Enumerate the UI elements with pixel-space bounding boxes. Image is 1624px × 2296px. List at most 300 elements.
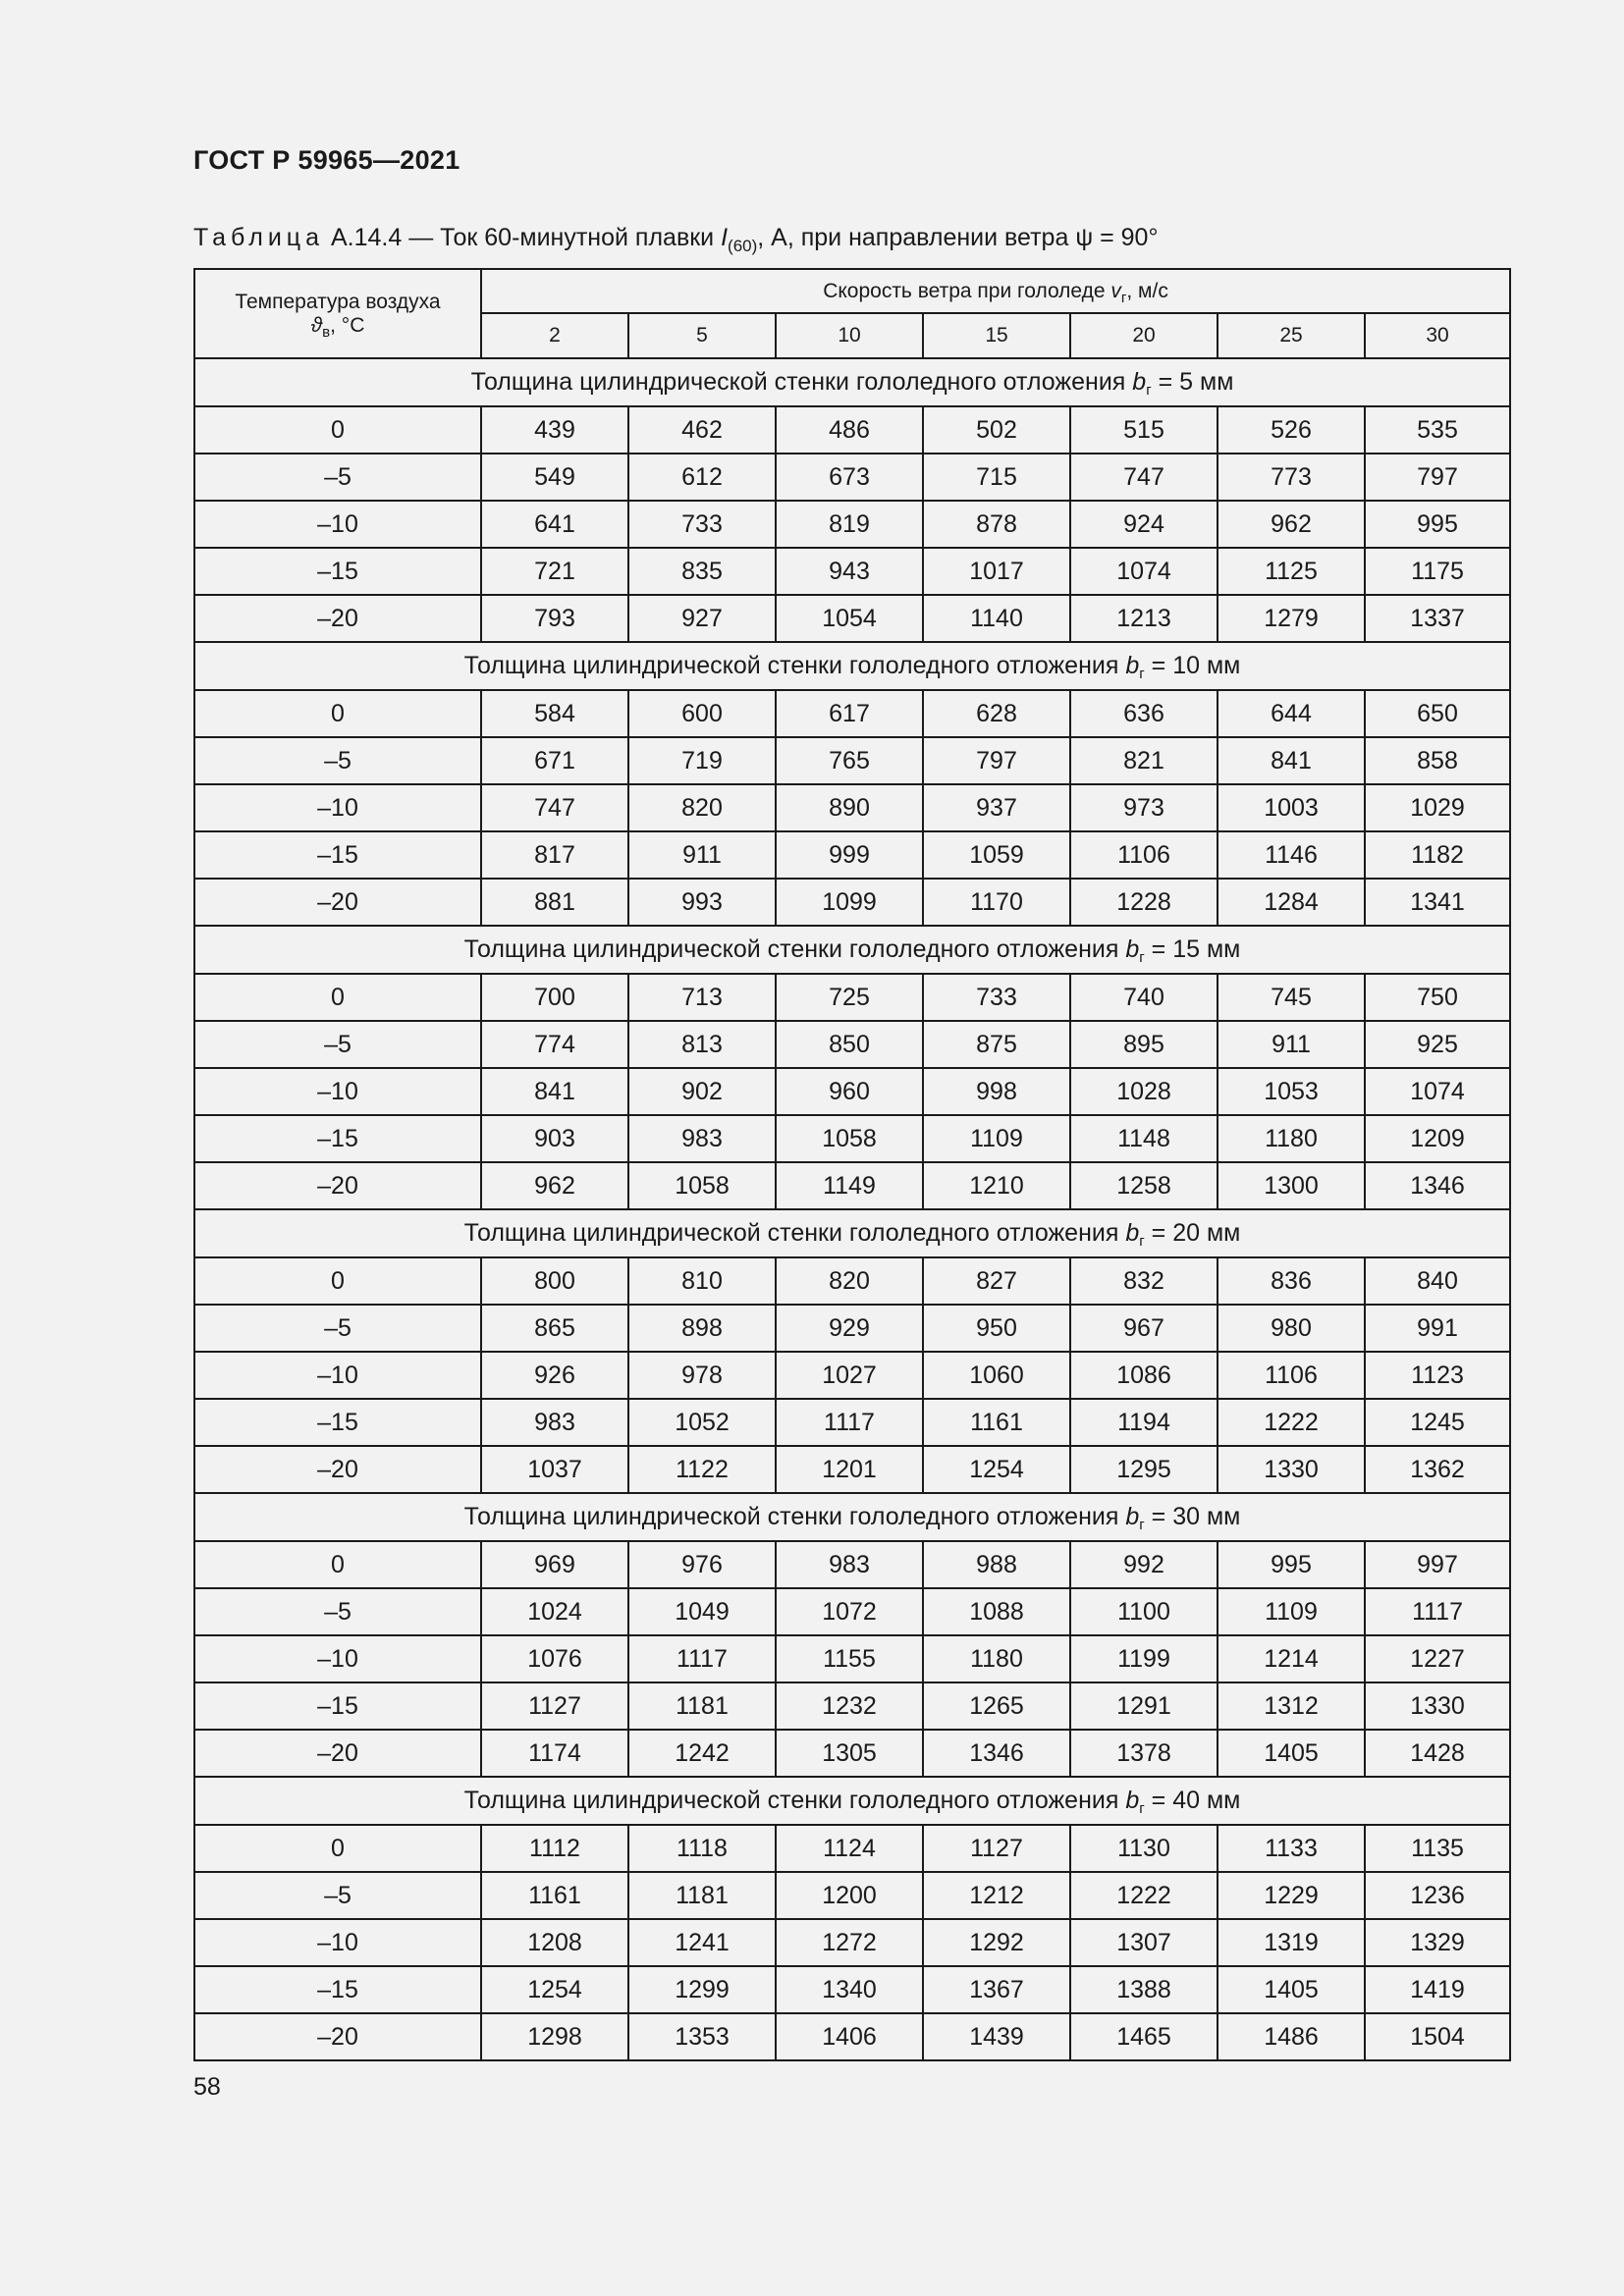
wind-speed-unit: , м/с bbox=[1126, 279, 1168, 302]
caption-current-symbol: I bbox=[721, 224, 729, 251]
current-value-cell: 721 bbox=[481, 548, 628, 595]
current-value-cell: 836 bbox=[1218, 1257, 1365, 1305]
current-value-cell: 991 bbox=[1365, 1305, 1510, 1352]
current-value-cell: 865 bbox=[481, 1305, 628, 1352]
section-thickness: = 40 мм bbox=[1144, 1787, 1241, 1814]
current-value-cell: 1265 bbox=[923, 1682, 1070, 1730]
current-value-cell: 725 bbox=[776, 974, 923, 1021]
section-subscript: г bbox=[1139, 949, 1145, 966]
current-value-cell: 1155 bbox=[776, 1635, 923, 1682]
current-value-cell: 1123 bbox=[1365, 1352, 1510, 1399]
temperature-cell: –10 bbox=[194, 1068, 481, 1115]
current-value-cell: 1292 bbox=[923, 1919, 1070, 1966]
current-value-cell: 890 bbox=[776, 784, 923, 831]
current-value-cell: 1117 bbox=[776, 1399, 923, 1446]
current-value-cell: 1258 bbox=[1070, 1162, 1218, 1209]
current-value-cell: 1054 bbox=[776, 595, 923, 642]
wind-speed-column-header: 2 bbox=[481, 313, 628, 358]
current-value-cell: 1170 bbox=[923, 879, 1070, 926]
section-header-row bbox=[194, 926, 1510, 974]
current-value-cell: 926 bbox=[481, 1352, 628, 1399]
table-row bbox=[194, 1399, 1510, 1446]
current-value-cell: 1072 bbox=[776, 1588, 923, 1635]
document-code: ГОСТ Р 59965—2021 bbox=[193, 145, 460, 175]
current-value-cell: 641 bbox=[481, 501, 628, 548]
section-symbol: b bbox=[1125, 1787, 1140, 1814]
current-value-cell: 988 bbox=[923, 1541, 1070, 1588]
current-value-cell: 992 bbox=[1070, 1541, 1218, 1588]
current-value-cell: 983 bbox=[481, 1399, 628, 1446]
current-value-cell: 719 bbox=[628, 737, 776, 784]
section-header bbox=[194, 926, 1510, 974]
current-value-cell: 1346 bbox=[1365, 1162, 1510, 1209]
current-value-cell: 1029 bbox=[1365, 784, 1510, 831]
table-row bbox=[194, 2013, 1510, 2060]
caption-angle: = 90° bbox=[1093, 224, 1159, 251]
current-value-cell: 1504 bbox=[1365, 2013, 1510, 2060]
current-value-cell: 983 bbox=[628, 1115, 776, 1162]
current-value-cell: 835 bbox=[628, 548, 776, 595]
section-prefix: Толщина цилиндрической стенки гололедного отложения bbox=[463, 935, 1126, 963]
current-value-cell: 1130 bbox=[1070, 1825, 1218, 1872]
current-value-cell: 1330 bbox=[1365, 1682, 1510, 1730]
current-value-cell: 1003 bbox=[1218, 784, 1365, 831]
temperature-cell: –10 bbox=[194, 1635, 481, 1682]
section-symbol: b bbox=[1125, 652, 1140, 679]
current-value-cell: 1088 bbox=[923, 1588, 1070, 1635]
wind-speed-symbol: v bbox=[1110, 279, 1121, 302]
temperature-cell: –5 bbox=[194, 1021, 481, 1068]
current-value-cell: 1124 bbox=[776, 1825, 923, 1872]
current-value-cell: 1337 bbox=[1365, 595, 1510, 642]
current-value-cell: 819 bbox=[776, 501, 923, 548]
current-value-cell: 773 bbox=[1218, 454, 1365, 501]
current-value-cell: 549 bbox=[481, 454, 628, 501]
table-row bbox=[194, 1919, 1510, 1966]
current-value-cell: 1148 bbox=[1070, 1115, 1218, 1162]
section-header-row bbox=[194, 1777, 1510, 1825]
temperature-cell: 0 bbox=[194, 690, 481, 737]
current-value-cell: 903 bbox=[481, 1115, 628, 1162]
current-value-cell: 1329 bbox=[1365, 1919, 1510, 1966]
section-header-row bbox=[194, 358, 1510, 406]
current-value-cell: 1118 bbox=[628, 1825, 776, 1872]
current-value-cell: 1272 bbox=[776, 1919, 923, 1966]
current-value-cell: 1109 bbox=[923, 1115, 1070, 1162]
current-value-cell: 1200 bbox=[776, 1872, 923, 1919]
current-value-cell: 1346 bbox=[923, 1730, 1070, 1777]
caption-current-subscript: (60) bbox=[728, 237, 758, 255]
current-value-cell: 617 bbox=[776, 690, 923, 737]
current-value-cell: 515 bbox=[1070, 406, 1218, 454]
current-value-cell: 1099 bbox=[776, 879, 923, 926]
table-row bbox=[194, 879, 1510, 926]
current-value-cell: 1242 bbox=[628, 1730, 776, 1777]
current-value-cell: 1049 bbox=[628, 1588, 776, 1635]
current-value-cell: 1222 bbox=[1070, 1872, 1218, 1919]
table-row bbox=[194, 690, 1510, 737]
current-value-cell: 713 bbox=[628, 974, 776, 1021]
section-header bbox=[194, 1209, 1510, 1257]
current-value-cell: 840 bbox=[1365, 1257, 1510, 1305]
current-value-cell: 600 bbox=[628, 690, 776, 737]
temperature-symbol: ϑ bbox=[310, 313, 323, 337]
temperature-subscript: в bbox=[322, 323, 331, 341]
current-value-cell: 832 bbox=[1070, 1257, 1218, 1305]
current-value-cell: 1245 bbox=[1365, 1399, 1510, 1446]
current-value-cell: 1214 bbox=[1218, 1635, 1365, 1682]
current-value-cell: 1175 bbox=[1365, 548, 1510, 595]
current-value-cell: 827 bbox=[923, 1257, 1070, 1305]
current-value-cell: 636 bbox=[1070, 690, 1218, 737]
wind-speed-header-text: Скорость ветра при гололеде bbox=[823, 279, 1111, 302]
current-value-cell: 1058 bbox=[628, 1162, 776, 1209]
current-value-cell: 1212 bbox=[923, 1872, 1070, 1919]
current-value-cell: 850 bbox=[776, 1021, 923, 1068]
table-row bbox=[194, 1682, 1510, 1730]
current-value-cell: 973 bbox=[1070, 784, 1218, 831]
current-value-cell: 584 bbox=[481, 690, 628, 737]
current-value-cell: 902 bbox=[628, 1068, 776, 1115]
table-row bbox=[194, 1730, 1510, 1777]
current-value-cell: 821 bbox=[1070, 737, 1218, 784]
table-row bbox=[194, 1446, 1510, 1493]
temperature-cell: –15 bbox=[194, 1682, 481, 1730]
current-value-cell: 937 bbox=[923, 784, 1070, 831]
current-value-cell: 733 bbox=[628, 501, 776, 548]
temperature-cell: –10 bbox=[194, 501, 481, 548]
current-value-cell: 943 bbox=[776, 548, 923, 595]
table-caption bbox=[193, 224, 1158, 256]
temperature-cell: –20 bbox=[194, 595, 481, 642]
current-value-cell: 793 bbox=[481, 595, 628, 642]
current-value-cell: 980 bbox=[1218, 1305, 1365, 1352]
table-row bbox=[194, 454, 1510, 501]
current-value-cell: 1300 bbox=[1218, 1162, 1365, 1209]
section-prefix: Толщина цилиндрической стенки гололедного отложения bbox=[463, 652, 1126, 679]
current-value-cell: 978 bbox=[628, 1352, 776, 1399]
current-value-cell: 673 bbox=[776, 454, 923, 501]
current-value-cell: 969 bbox=[481, 1541, 628, 1588]
table-row bbox=[194, 1541, 1510, 1588]
section-header-row bbox=[194, 642, 1510, 690]
section-subscript: г bbox=[1139, 1517, 1145, 1533]
table-row bbox=[194, 1068, 1510, 1115]
wind-speed-column-header: 10 bbox=[776, 313, 923, 358]
current-value-cell: 1209 bbox=[1365, 1115, 1510, 1162]
current-value-cell: 995 bbox=[1365, 501, 1510, 548]
table-row bbox=[194, 1162, 1510, 1209]
section-subscript: г bbox=[1139, 1233, 1145, 1250]
current-value-cell: 1086 bbox=[1070, 1352, 1218, 1399]
current-value-cell: 924 bbox=[1070, 501, 1218, 548]
current-value-cell: 878 bbox=[923, 501, 1070, 548]
section-subscript: г bbox=[1146, 382, 1152, 399]
current-value-cell: 1388 bbox=[1070, 1966, 1218, 2013]
table-row bbox=[194, 784, 1510, 831]
wind-speed-column-header: 5 bbox=[628, 313, 776, 358]
current-value-cell: 1074 bbox=[1070, 548, 1218, 595]
current-value-cell: 1106 bbox=[1070, 831, 1218, 879]
table-row bbox=[194, 501, 1510, 548]
table-row bbox=[194, 737, 1510, 784]
current-value-cell: 1307 bbox=[1070, 1919, 1218, 1966]
current-value-cell: 1241 bbox=[628, 1919, 776, 1966]
temperature-cell: –10 bbox=[194, 784, 481, 831]
current-value-cell: 1486 bbox=[1218, 2013, 1365, 2060]
current-value-cell: 1213 bbox=[1070, 595, 1218, 642]
current-value-cell: 1181 bbox=[628, 1682, 776, 1730]
current-value-cell: 911 bbox=[1218, 1021, 1365, 1068]
table-row bbox=[194, 1635, 1510, 1682]
temperature-cell: 0 bbox=[194, 1825, 481, 1872]
section-symbol: b bbox=[1132, 368, 1147, 396]
current-value-cell: 1024 bbox=[481, 1588, 628, 1635]
section-thickness: = 20 мм bbox=[1144, 1219, 1241, 1247]
current-value-cell: 1076 bbox=[481, 1635, 628, 1682]
current-value-cell: 998 bbox=[923, 1068, 1070, 1115]
table-row bbox=[194, 1257, 1510, 1305]
current-value-cell: 810 bbox=[628, 1257, 776, 1305]
temperature-cell: 0 bbox=[194, 1541, 481, 1588]
current-value-cell: 439 bbox=[481, 406, 628, 454]
current-value-cell: 1291 bbox=[1070, 1682, 1218, 1730]
current-value-cell: 1149 bbox=[776, 1162, 923, 1209]
temperature-cell: –5 bbox=[194, 1872, 481, 1919]
current-value-cell: 1106 bbox=[1218, 1352, 1365, 1399]
section-thickness: = 15 мм bbox=[1144, 935, 1241, 963]
current-value-cell: 1298 bbox=[481, 2013, 628, 2060]
current-value-cell: 1135 bbox=[1365, 1825, 1510, 1872]
temperature-cell: –20 bbox=[194, 1446, 481, 1493]
current-value-cell: 1161 bbox=[923, 1399, 1070, 1446]
table-row bbox=[194, 974, 1510, 1021]
section-symbol: b bbox=[1125, 1219, 1140, 1247]
section-header bbox=[194, 1493, 1510, 1541]
temperature-cell: –10 bbox=[194, 1352, 481, 1399]
current-value-cell: 1060 bbox=[923, 1352, 1070, 1399]
table-row bbox=[194, 831, 1510, 879]
current-value-cell: 800 bbox=[481, 1257, 628, 1305]
current-value-cell: 1254 bbox=[923, 1446, 1070, 1493]
section-prefix: Толщина цилиндрической стенки гололедного отложения bbox=[470, 368, 1133, 396]
current-value-cell: 817 bbox=[481, 831, 628, 879]
current-value-cell: 1353 bbox=[628, 2013, 776, 2060]
current-value-cell: 535 bbox=[1365, 406, 1510, 454]
table-row bbox=[194, 1966, 1510, 2013]
current-value-cell: 774 bbox=[481, 1021, 628, 1068]
section-subscript: г bbox=[1139, 666, 1145, 682]
current-value-cell: 1419 bbox=[1365, 1966, 1510, 2013]
section-subscript: г bbox=[1139, 1800, 1145, 1817]
current-value-cell: 1428 bbox=[1365, 1730, 1510, 1777]
current-value-cell: 1405 bbox=[1218, 1966, 1365, 2013]
temperature-cell: –15 bbox=[194, 548, 481, 595]
temperature-cell: 0 bbox=[194, 406, 481, 454]
current-value-cell: 1295 bbox=[1070, 1446, 1218, 1493]
caption-number: А.14.4 bbox=[330, 224, 403, 251]
current-value-cell: 1028 bbox=[1070, 1068, 1218, 1115]
current-value-cell: 1362 bbox=[1365, 1446, 1510, 1493]
current-value-cell: 1109 bbox=[1218, 1588, 1365, 1635]
section-prefix: Толщина цилиндрической стенки гололедного отложения bbox=[463, 1503, 1126, 1530]
current-value-cell: 765 bbox=[776, 737, 923, 784]
current-value-cell: 898 bbox=[628, 1305, 776, 1352]
wind-speed-header bbox=[481, 269, 1510, 313]
current-value-cell: 1133 bbox=[1218, 1825, 1365, 1872]
current-value-cell: 1227 bbox=[1365, 1635, 1510, 1682]
current-value-cell: 1406 bbox=[776, 2013, 923, 2060]
temperature-cell: 0 bbox=[194, 1257, 481, 1305]
current-value-cell: 1222 bbox=[1218, 1399, 1365, 1446]
current-value-cell: 612 bbox=[628, 454, 776, 501]
table-row bbox=[194, 1352, 1510, 1399]
current-value-cell: 962 bbox=[1218, 501, 1365, 548]
current-value-cell: 1180 bbox=[923, 1635, 1070, 1682]
temperature-cell: –5 bbox=[194, 737, 481, 784]
current-value-cell: 1319 bbox=[1218, 1919, 1365, 1966]
current-value-cell: 1117 bbox=[628, 1635, 776, 1682]
current-value-cell: 927 bbox=[628, 595, 776, 642]
current-value-cell: 1367 bbox=[923, 1966, 1070, 2013]
current-value-cell: 1229 bbox=[1218, 1872, 1365, 1919]
wind-speed-column-header: 15 bbox=[923, 313, 1070, 358]
current-value-cell: 644 bbox=[1218, 690, 1365, 737]
current-value-cell: 1210 bbox=[923, 1162, 1070, 1209]
table-row bbox=[194, 595, 1510, 642]
temperature-cell: –5 bbox=[194, 454, 481, 501]
current-value-cell: 797 bbox=[1365, 454, 1510, 501]
temperature-cell: –20 bbox=[194, 2013, 481, 2060]
current-value-cell: 502 bbox=[923, 406, 1070, 454]
current-value-cell: 929 bbox=[776, 1305, 923, 1352]
temperature-cell: –15 bbox=[194, 1966, 481, 2013]
wind-speed-column-header: 20 bbox=[1070, 313, 1218, 358]
temperature-cell: –5 bbox=[194, 1588, 481, 1635]
current-value-cell: 797 bbox=[923, 737, 1070, 784]
current-value-cell: 1279 bbox=[1218, 595, 1365, 642]
current-value-cell: 628 bbox=[923, 690, 1070, 737]
current-value-cell: 1284 bbox=[1218, 879, 1365, 926]
current-value-cell: 1140 bbox=[923, 595, 1070, 642]
current-value-cell: 983 bbox=[776, 1541, 923, 1588]
current-value-cell: 747 bbox=[481, 784, 628, 831]
table-row bbox=[194, 1115, 1510, 1162]
current-value-cell: 1305 bbox=[776, 1730, 923, 1777]
current-value-cell: 1053 bbox=[1218, 1068, 1365, 1115]
temperature-cell: –15 bbox=[194, 1115, 481, 1162]
table-row bbox=[194, 1588, 1510, 1635]
current-value-cell: 1037 bbox=[481, 1446, 628, 1493]
section-symbol: b bbox=[1125, 1503, 1140, 1530]
current-value-cell: 1299 bbox=[628, 1966, 776, 2013]
current-value-cell: 1232 bbox=[776, 1682, 923, 1730]
wind-speed-column-header: 30 bbox=[1365, 313, 1510, 358]
current-value-cell: 1017 bbox=[923, 548, 1070, 595]
current-value-cell: 1127 bbox=[481, 1682, 628, 1730]
current-value-cell: 997 bbox=[1365, 1541, 1510, 1588]
current-value-cell: 1208 bbox=[481, 1919, 628, 1966]
current-value-cell: 700 bbox=[481, 974, 628, 1021]
wind-speed-subscript: г bbox=[1120, 289, 1127, 306]
current-value-cell: 813 bbox=[628, 1021, 776, 1068]
current-value-cell: 820 bbox=[628, 784, 776, 831]
temperature-unit: , °С bbox=[330, 313, 365, 337]
caption-psi-symbol: ψ bbox=[1075, 224, 1094, 251]
temperature-cell: –10 bbox=[194, 1919, 481, 1966]
temperature-header bbox=[194, 269, 481, 358]
temperature-cell: –20 bbox=[194, 879, 481, 926]
current-value-cell: 1027 bbox=[776, 1352, 923, 1399]
current-value-cell: 995 bbox=[1218, 1541, 1365, 1588]
temperature-header-text: Температура воздуха bbox=[235, 290, 441, 313]
current-value-cell: 1228 bbox=[1070, 879, 1218, 926]
current-value-cell: 993 bbox=[628, 879, 776, 926]
current-value-cell: 1439 bbox=[923, 2013, 1070, 2060]
current-value-cell: 1194 bbox=[1070, 1399, 1218, 1446]
section-header-row bbox=[194, 1209, 1510, 1257]
current-value-cell: 967 bbox=[1070, 1305, 1218, 1352]
current-value-cell: 1117 bbox=[1365, 1588, 1510, 1635]
current-value-cell: 1254 bbox=[481, 1966, 628, 2013]
current-value-cell: 950 bbox=[923, 1305, 1070, 1352]
current-value-cell: 881 bbox=[481, 879, 628, 926]
current-value-cell: 895 bbox=[1070, 1021, 1218, 1068]
current-value-cell: 745 bbox=[1218, 974, 1365, 1021]
temperature-cell: –15 bbox=[194, 831, 481, 879]
current-value-cell: 999 bbox=[776, 831, 923, 879]
current-value-cell: 1312 bbox=[1218, 1682, 1365, 1730]
temperature-cell: –20 bbox=[194, 1730, 481, 1777]
current-value-cell: 1199 bbox=[1070, 1635, 1218, 1682]
current-value-cell: 960 bbox=[776, 1068, 923, 1115]
section-thickness: = 10 мм bbox=[1144, 652, 1241, 679]
current-value-cell: 1122 bbox=[628, 1446, 776, 1493]
current-value-cell: 962 bbox=[481, 1162, 628, 1209]
current-value-cell: 1330 bbox=[1218, 1446, 1365, 1493]
current-value-cell: 1341 bbox=[1365, 879, 1510, 926]
section-symbol: b bbox=[1125, 935, 1140, 963]
current-value-cell: 1465 bbox=[1070, 2013, 1218, 2060]
current-value-cell: 1236 bbox=[1365, 1872, 1510, 1919]
section-thickness: = 30 мм bbox=[1144, 1503, 1241, 1530]
current-value-cell: 740 bbox=[1070, 974, 1218, 1021]
current-value-cell: 1052 bbox=[628, 1399, 776, 1446]
current-value-cell: 1181 bbox=[628, 1872, 776, 1919]
current-value-cell: 820 bbox=[776, 1257, 923, 1305]
page-number: 58 bbox=[193, 2073, 221, 2101]
current-value-cell: 1059 bbox=[923, 831, 1070, 879]
current-value-cell: 486 bbox=[776, 406, 923, 454]
table-row bbox=[194, 1021, 1510, 1068]
section-header bbox=[194, 358, 1510, 406]
current-value-cell: 750 bbox=[1365, 974, 1510, 1021]
section-prefix: Толщина цилиндрической стенки гололедного отложения bbox=[463, 1219, 1126, 1247]
current-value-cell: 1378 bbox=[1070, 1730, 1218, 1777]
current-value-cell: 875 bbox=[923, 1021, 1070, 1068]
current-value-cell: 1174 bbox=[481, 1730, 628, 1777]
caption-text-after: , А, при направлении ветра bbox=[757, 224, 1076, 251]
table-row bbox=[194, 1305, 1510, 1352]
section-header bbox=[194, 642, 1510, 690]
current-table bbox=[193, 268, 1511, 2061]
current-value-cell: 841 bbox=[481, 1068, 628, 1115]
current-value-cell: 1100 bbox=[1070, 1588, 1218, 1635]
current-value-cell: 1074 bbox=[1365, 1068, 1510, 1115]
current-value-cell: 925 bbox=[1365, 1021, 1510, 1068]
temperature-cell: –20 bbox=[194, 1162, 481, 1209]
current-value-cell: 671 bbox=[481, 737, 628, 784]
